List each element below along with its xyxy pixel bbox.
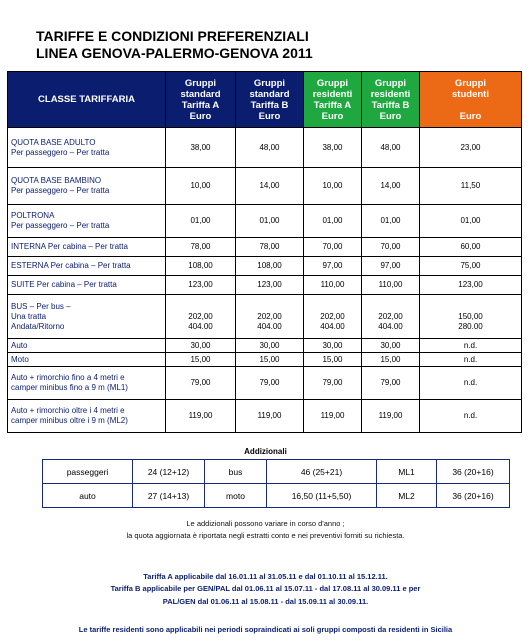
table-cell: 202,00 404.00 <box>236 295 304 339</box>
addizionali-table <box>42 459 510 508</box>
table-cell: ML2 <box>377 484 437 508</box>
row-label: BUS – Per bus – Una tratta Andata/Ritorno <box>8 295 166 339</box>
header-standard-b: Gruppi standard Tariffa B Euro <box>236 72 304 128</box>
row-label: Auto + rimorchio fino a 4 metri e camper minibus fino a 9 m (ML1) <box>8 367 166 400</box>
table-cell: 15,00 <box>166 353 236 367</box>
table-cell: 70,00 <box>304 238 362 257</box>
table-row <box>43 484 510 508</box>
table-cell: 110,00 <box>304 276 362 295</box>
table-cell: 79,00 <box>236 367 304 400</box>
bus-row <box>8 295 522 339</box>
table-cell: passeggeri <box>43 460 133 484</box>
note-tariffe-residenti: Le tariffe residenti sono applicabili nei periodi sopraindicati ai soli gruppi composti da residenti in Sicilia <box>78 625 453 634</box>
table-cell: 30,00 <box>236 339 304 353</box>
note-tariffa-b: Tariffa B applicabile per GEN/PAL dal 01.06.11 al 15.07.11 - dal 17.08.11 al 30.09.11 e per <box>110 584 421 593</box>
table-cell: 38,00 <box>304 128 362 168</box>
table-cell: 119,00 <box>236 400 304 433</box>
header-standard-a: Gruppi standard Tariffa A Euro <box>166 72 236 128</box>
table-cell: 01,00 <box>304 205 362 238</box>
table-row <box>43 460 510 484</box>
table-cell: bus <box>205 460 267 484</box>
row-label: Auto <box>8 339 166 353</box>
row-label: Auto + rimorchio oltre i 4 metri e camper minibus oltre i 9 m (ML2) <box>8 400 166 433</box>
table-cell: 01,00 <box>420 205 522 238</box>
table-row <box>8 276 522 295</box>
table-cell: 15,00 <box>236 353 304 367</box>
table-cell: 123,00 <box>166 276 236 295</box>
table-cell: 119,00 <box>362 400 420 433</box>
table-cell: 01,00 <box>166 205 236 238</box>
table-cell: 01,00 <box>362 205 420 238</box>
table-cell: 202,00 404.00 <box>166 295 236 339</box>
row-label: QUOTA BASE BAMBINO Per passeggero – Per tratta <box>8 168 166 205</box>
table-cell: auto <box>43 484 133 508</box>
table-cell: 123,00 <box>236 276 304 295</box>
table-cell: 79,00 <box>304 367 362 400</box>
table-cell: 36 (20+16) <box>437 460 510 484</box>
table-cell: 36 (20+16) <box>437 484 510 508</box>
row-label: POLTRONA Per passeggero – Per tratta <box>8 205 166 238</box>
table-row <box>8 238 522 257</box>
table-row <box>8 339 522 353</box>
table-cell: 119,00 <box>166 400 236 433</box>
table-cell: 15,00 <box>304 353 362 367</box>
title-line-2: LINEA GENOVA-PALERMO-GENOVA 2011 <box>36 45 313 61</box>
table-cell: n.d. <box>420 367 522 400</box>
table-cell: 70,00 <box>362 238 420 257</box>
table-row <box>8 168 522 205</box>
note-tariffa-a: Tariffa A applicabile dal 16.01.11 al 31.05.11 e dal 01.10.11 al 15.12.11. <box>143 572 388 581</box>
table-row <box>8 353 522 367</box>
table-cell: n.d. <box>420 339 522 353</box>
addizionali-title: Addizionali <box>244 447 287 456</box>
table-cell: 01,00 <box>236 205 304 238</box>
table-cell: 123,00 <box>420 276 522 295</box>
table-cell: 23,00 <box>420 128 522 168</box>
table-cell: 110,00 <box>362 276 420 295</box>
table-row <box>8 400 522 433</box>
header-residenti-a: Gruppi residenti Tariffa A Euro <box>304 72 362 128</box>
document-title <box>36 28 313 62</box>
table-cell: 11,50 <box>420 168 522 205</box>
table-cell: 14,00 <box>236 168 304 205</box>
row-label: QUOTA BASE ADULTO Per passeggero – Per tratta <box>8 128 166 168</box>
table-row <box>8 367 522 400</box>
table-cell: ML1 <box>377 460 437 484</box>
table-cell: 108,00 <box>166 257 236 276</box>
table-cell: 202,00 404.00 <box>304 295 362 339</box>
table-cell: 48,00 <box>236 128 304 168</box>
table-row <box>8 205 522 238</box>
table-cell: 60,00 <box>420 238 522 257</box>
table-cell: 75,00 <box>420 257 522 276</box>
table-cell: 78,00 <box>236 238 304 257</box>
table-cell: 79,00 <box>166 367 236 400</box>
table-cell: 202,00 404.00 <box>362 295 420 339</box>
table-cell: 78,00 <box>166 238 236 257</box>
table-cell: n.d. <box>420 400 522 433</box>
header-residenti-b: Gruppi residenti Tariffa B Euro <box>362 72 420 128</box>
note-tariffa-b-pal-gen: PAL/GEN dal 01.06.11 al 15.08.11 - dal 15.09.11 al 30.09.11. <box>162 597 369 606</box>
row-label: SUITE Per cabina – Per tratta <box>8 276 166 295</box>
row-label: ESTERNA Per cabina – Per tratta <box>8 257 166 276</box>
row-label: INTERNA Per cabina – Per tratta <box>8 238 166 257</box>
table-cell: 30,00 <box>166 339 236 353</box>
table-cell: 108,00 <box>236 257 304 276</box>
header-studenti: Gruppi studenti Euro <box>420 72 522 128</box>
title-line-1: TARIFFE E CONDIZIONI PREFERENZIALI <box>36 28 309 44</box>
table-cell: 46 (25+21) <box>267 460 377 484</box>
table-cell: 14,00 <box>362 168 420 205</box>
table-cell: n.d. <box>420 353 522 367</box>
table-cell: 16,50 (11+5,50) <box>267 484 377 508</box>
table-cell: 30,00 <box>304 339 362 353</box>
note-addizionali-variazione: Le addizionali possono variare in corso d'anno ; <box>186 519 345 528</box>
tariff-table <box>7 71 522 433</box>
table-cell: 15,00 <box>362 353 420 367</box>
table-cell: 97,00 <box>362 257 420 276</box>
table-cell: 38,00 <box>166 128 236 168</box>
table-cell: 30,00 <box>362 339 420 353</box>
note-quota-aggiornata: la quota aggiornata è riportata negli estratti conto e nei preventivi forniti su richiesta. <box>126 531 405 540</box>
table-cell: 27 (14+13) <box>133 484 205 508</box>
table-cell: 79,00 <box>362 367 420 400</box>
table-row <box>8 257 522 276</box>
table-cell: 150,00 280.00 <box>420 295 522 339</box>
table-cell: 97,00 <box>304 257 362 276</box>
table-cell: 48,00 <box>362 128 420 168</box>
table-cell: 24 (12+12) <box>133 460 205 484</box>
row-label: Moto <box>8 353 166 367</box>
table-row <box>8 128 522 168</box>
table-cell: 10,00 <box>166 168 236 205</box>
table-cell: moto <box>205 484 267 508</box>
table-cell: 10,00 <box>304 168 362 205</box>
table-cell: 119,00 <box>304 400 362 433</box>
header-classe-tariffaria: CLASSE TARIFFARIA <box>8 72 166 128</box>
tariff-header-row <box>8 72 522 128</box>
